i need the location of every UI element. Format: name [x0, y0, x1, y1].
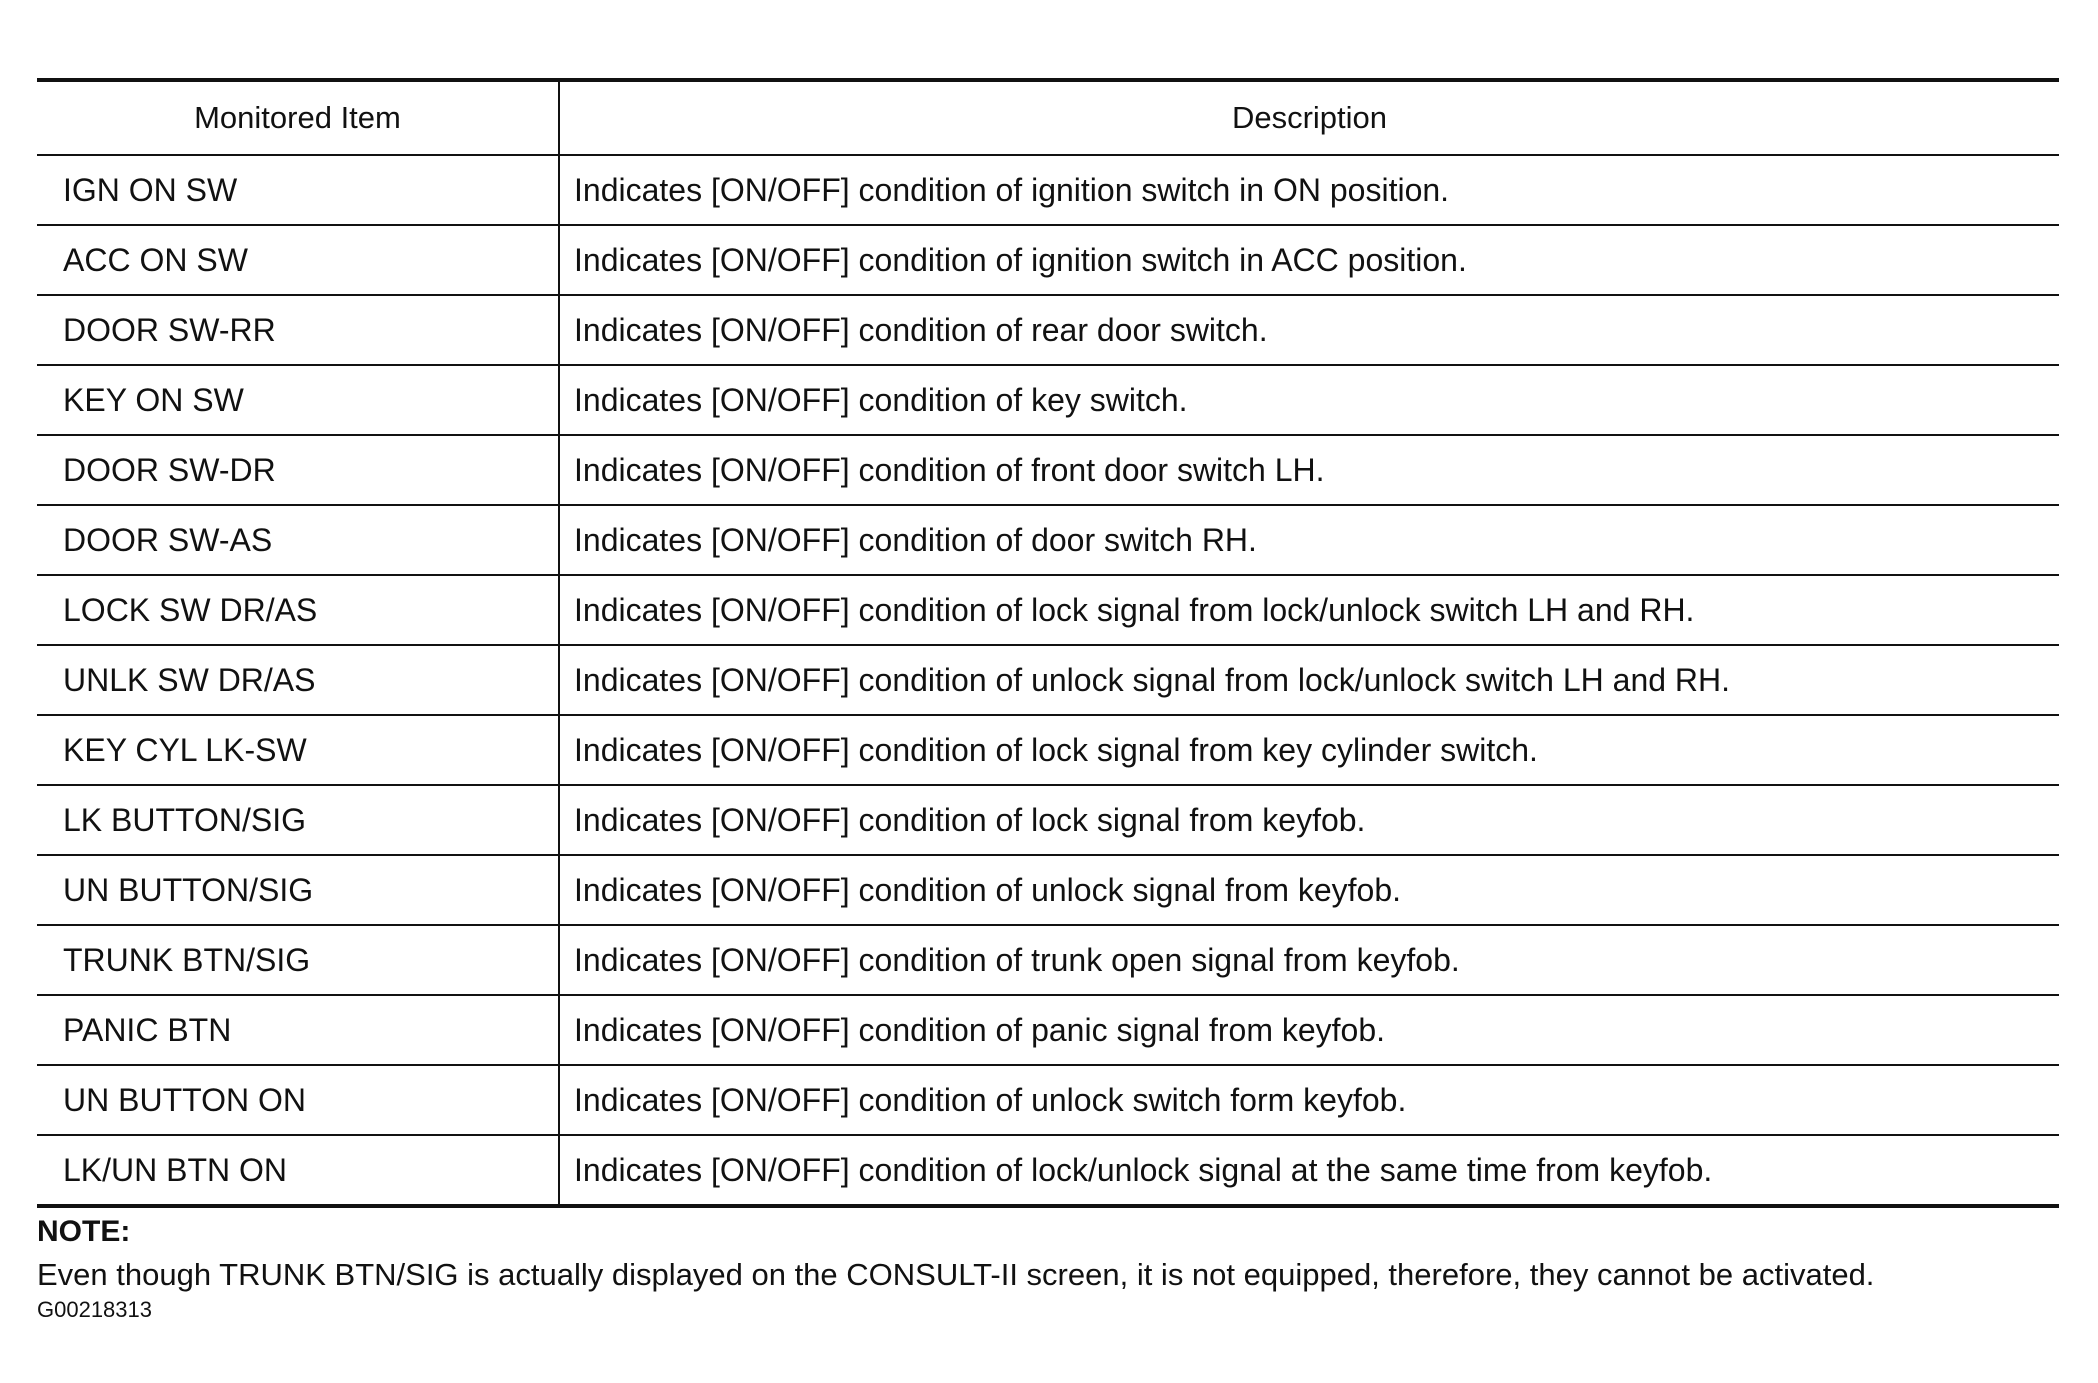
description-cell: Indicates [ON/OFF] condition of lock signal from key cylinder switch. [559, 715, 2059, 785]
table-row [37, 1135, 2059, 1206]
monitored-item-cell: ACC ON SW [37, 225, 559, 295]
monitored-item-cell: UN BUTTON/SIG [37, 855, 559, 925]
monitored-item-cell: DOOR SW-AS [37, 505, 559, 575]
description-cell: Indicates [ON/OFF] condition of panic signal from keyfob. [559, 995, 2059, 1065]
monitored-item-cell: KEY CYL LK-SW [37, 715, 559, 785]
description-cell: Indicates [ON/OFF] condition of front door switch LH. [559, 435, 2059, 505]
column-header-monitored-item: Monitored Item [37, 80, 559, 155]
table-row [37, 365, 2059, 435]
description-cell: Indicates [ON/OFF] condition of ignition switch in ACC position. [559, 225, 2059, 295]
monitored-item-cell: TRUNK BTN/SIG [37, 925, 559, 995]
document [37, 78, 2059, 1324]
monitored-items-table [37, 78, 2059, 1208]
description-cell: Indicates [ON/OFF] condition of trunk open signal from keyfob. [559, 925, 2059, 995]
monitored-item-cell: IGN ON SW [37, 155, 559, 225]
monitored-item-cell: PANIC BTN [37, 995, 559, 1065]
table-row [37, 785, 2059, 855]
monitored-item-cell: DOOR SW-DR [37, 435, 559, 505]
table-row [37, 855, 2059, 925]
table-row [37, 925, 2059, 995]
monitored-item-cell: DOOR SW-RR [37, 295, 559, 365]
table-row [37, 295, 2059, 365]
description-cell: Indicates [ON/OFF] condition of unlock signal from lock/unlock switch LH and RH. [559, 645, 2059, 715]
table-row [37, 645, 2059, 715]
table-row [37, 225, 2059, 295]
note-text: Even though TRUNK BTN/SIG is actually displayed on the CONSULT-II screen, it is not equipped, therefore, they cannot be activated. [37, 1257, 1875, 1292]
description-cell: Indicates [ON/OFF] condition of lock signal from lock/unlock switch LH and RH. [559, 575, 2059, 645]
table-row [37, 435, 2059, 505]
note-label: NOTE: [37, 1215, 131, 1248]
table-row [37, 575, 2059, 645]
description-cell: Indicates [ON/OFF] condition of key switch. [559, 365, 2059, 435]
monitored-item-cell: UNLK SW DR/AS [37, 645, 559, 715]
monitored-item-cell: LK/UN BTN ON [37, 1135, 559, 1206]
description-cell: Indicates [ON/OFF] condition of ignition switch in ON position. [559, 155, 2059, 225]
monitored-item-cell: LOCK SW DR/AS [37, 575, 559, 645]
table-row [37, 505, 2059, 575]
monitored-item-cell: LK BUTTON/SIG [37, 785, 559, 855]
description-cell: Indicates [ON/OFF] condition of rear door switch. [559, 295, 2059, 365]
figure-id: G00218313 [37, 1297, 152, 1322]
column-header-description: Description [559, 80, 2059, 155]
table-row [37, 1065, 2059, 1135]
description-cell: Indicates [ON/OFF] condition of lock/unlock signal at the same time from keyfob. [574, 1151, 1713, 1188]
monitored-item-cell: UN BUTTON ON [37, 1065, 559, 1135]
table-header-row [37, 80, 2059, 155]
table-row [37, 715, 2059, 785]
description-cell: Indicates [ON/OFF] condition of unlock signal from keyfob. [559, 855, 2059, 925]
description-cell: Indicates [ON/OFF] condition of lock signal from keyfob. [559, 785, 2059, 855]
description-cell: Indicates [ON/OFF] condition of door switch RH. [559, 505, 2059, 575]
table-row [37, 155, 2059, 225]
description-cell: Indicates [ON/OFF] condition of unlock switch form keyfob. [559, 1065, 2059, 1135]
table-row [37, 995, 2059, 1065]
monitored-item-cell: KEY ON SW [37, 365, 559, 435]
